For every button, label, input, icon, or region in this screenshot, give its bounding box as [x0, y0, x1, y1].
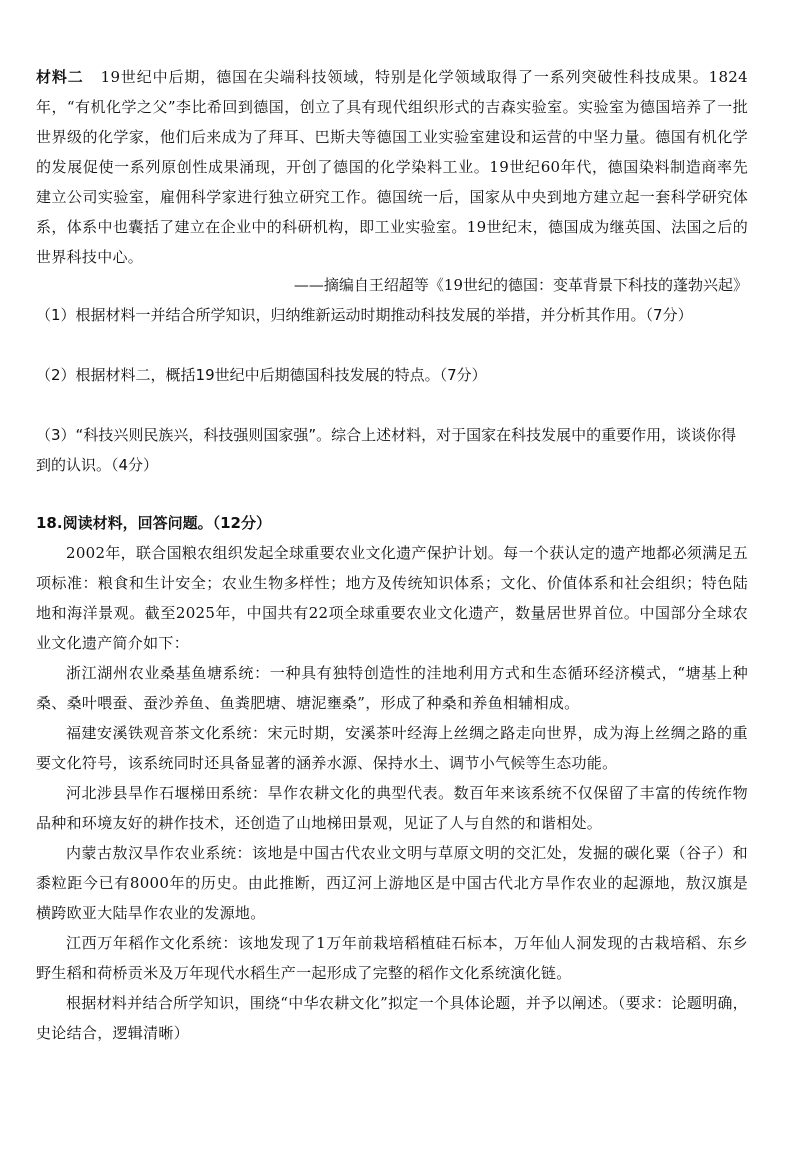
question-18-task: 根据材料并结合所学知识，围绕“中华农耕文化”拟定一个具体论题，并予以阐述。（要求：论题明确，史论结合，逻辑清晰） — [36, 994, 748, 1042]
material-two-text: 19世纪中后期，德国在尖端科技领域，特别是化学领域取得了一系列突破性科技成果。1824年，“有机化学之父”李比希回到德国，创立了具有现代组织形式的吉森实验室。实验室为德国培养了一批世界级的化学家，他们后来成为了拜耳、巴斯夫等德国工业实验室建设和运营的中坚力量。德国有机化学的发展促使一系列原创性成果涌现，开创了德国的化学染料工业。19世纪60年代，德国染料制造商率先建立公司实验室，雇佣科学家进行独立研究工作。德国统一后，国家从中央到地方建立起一套科学研究体系，体系中也囊括了建立在企业中的科研机构，即工业实验室。19世纪末，德国成为继英国、法国之后的世界科技中心。 — [36, 68, 748, 266]
question-17-part-2: （2）根据材料二，概括19世纪中后期德国科技发展的特点。（7分） — [36, 366, 487, 384]
question-17-part-1: （1）根据材料一并结合所学知识，归纳维新运动时期推动科技发展的举措，并分析其作用。（7分） — [36, 306, 693, 324]
material-two-paragraph — [36, 62, 748, 272]
heritage-item-aohan: 内蒙古敖汉旱作农业系统：该地是中国古代农业文明与草原文明的交汇处，发掘的碳化粟（谷子）和黍粒距今已有8000年的历史。由此推断，西辽河上游地区是中国古代北方旱作农业的起源地，敖汉旗是横跨欧亚大陆旱作农业的发源地。 — [36, 844, 748, 922]
question-17-part-3: （3）“科技兴则民族兴，科技强则国家强”。综合上述材料，对于国家在科技发展中的重要作用，谈谈你得到的认识。（4分） — [36, 426, 737, 474]
heritage-item-anxi: 福建安溪铁观音茶文化系统：宋元时期，安溪茶叶经海上丝绸之路走向世界，成为海上丝绸之路的重要文化符号，该系统同时还具备显著的涵养水源、保持水土、调节小气候等生态功能。 — [36, 724, 748, 772]
question-18-intro: 2002年，联合国粮农组织发起全球重要农业文化遗产保护计划。每一个获认定的遗产地都必须满足五项标准：粮食和生计安全；农业生物多样性；地方及传统知识体系；文化、价值体系和社会组织；特色陆地和海洋景观。截至2025年，中国共有22项全球重要农业文化遗产，数量居世界首位。中国部分全球农业文化遗产简介如下： — [36, 544, 748, 652]
heritage-item-huzhou: 浙江湖州农业桑基鱼塘系统：一种具有独特创造性的洼地利用方式和生态循环经济模式，“塘基上种桑、桑叶喂蚕、蚕沙养鱼、鱼粪肥塘、塘泥壅桑”，形成了种桑和养鱼相辅相成。 — [36, 664, 748, 712]
question-18-heading: 18.阅读材料，回答问题。（12分） — [36, 514, 271, 532]
material-two-source: ——摘编自王绍超等《19世纪的德国：变革背景下科技的蓬勃兴起》 — [293, 276, 748, 294]
heritage-item-wannian: 江西万年稻作文化系统：该地发现了1万年前栽培稻植硅石标本，万年仙人洞发现的古栽培稻、东乡野生稻和荷桥贡米及万年现代水稻生产一起形成了完整的稻作文化系统演化链。 — [36, 934, 748, 982]
heritage-item-shexian: 河北涉县旱作石堰梯田系统：旱作农耕文化的典型代表。数百年来该系统不仅保留了丰富的传统作物品种和环境友好的耕作技术，还创造了山地梯田景观，见证了人与自然的和谐相处。 — [36, 784, 748, 832]
material-two-label: 材料二 — [36, 68, 84, 86]
